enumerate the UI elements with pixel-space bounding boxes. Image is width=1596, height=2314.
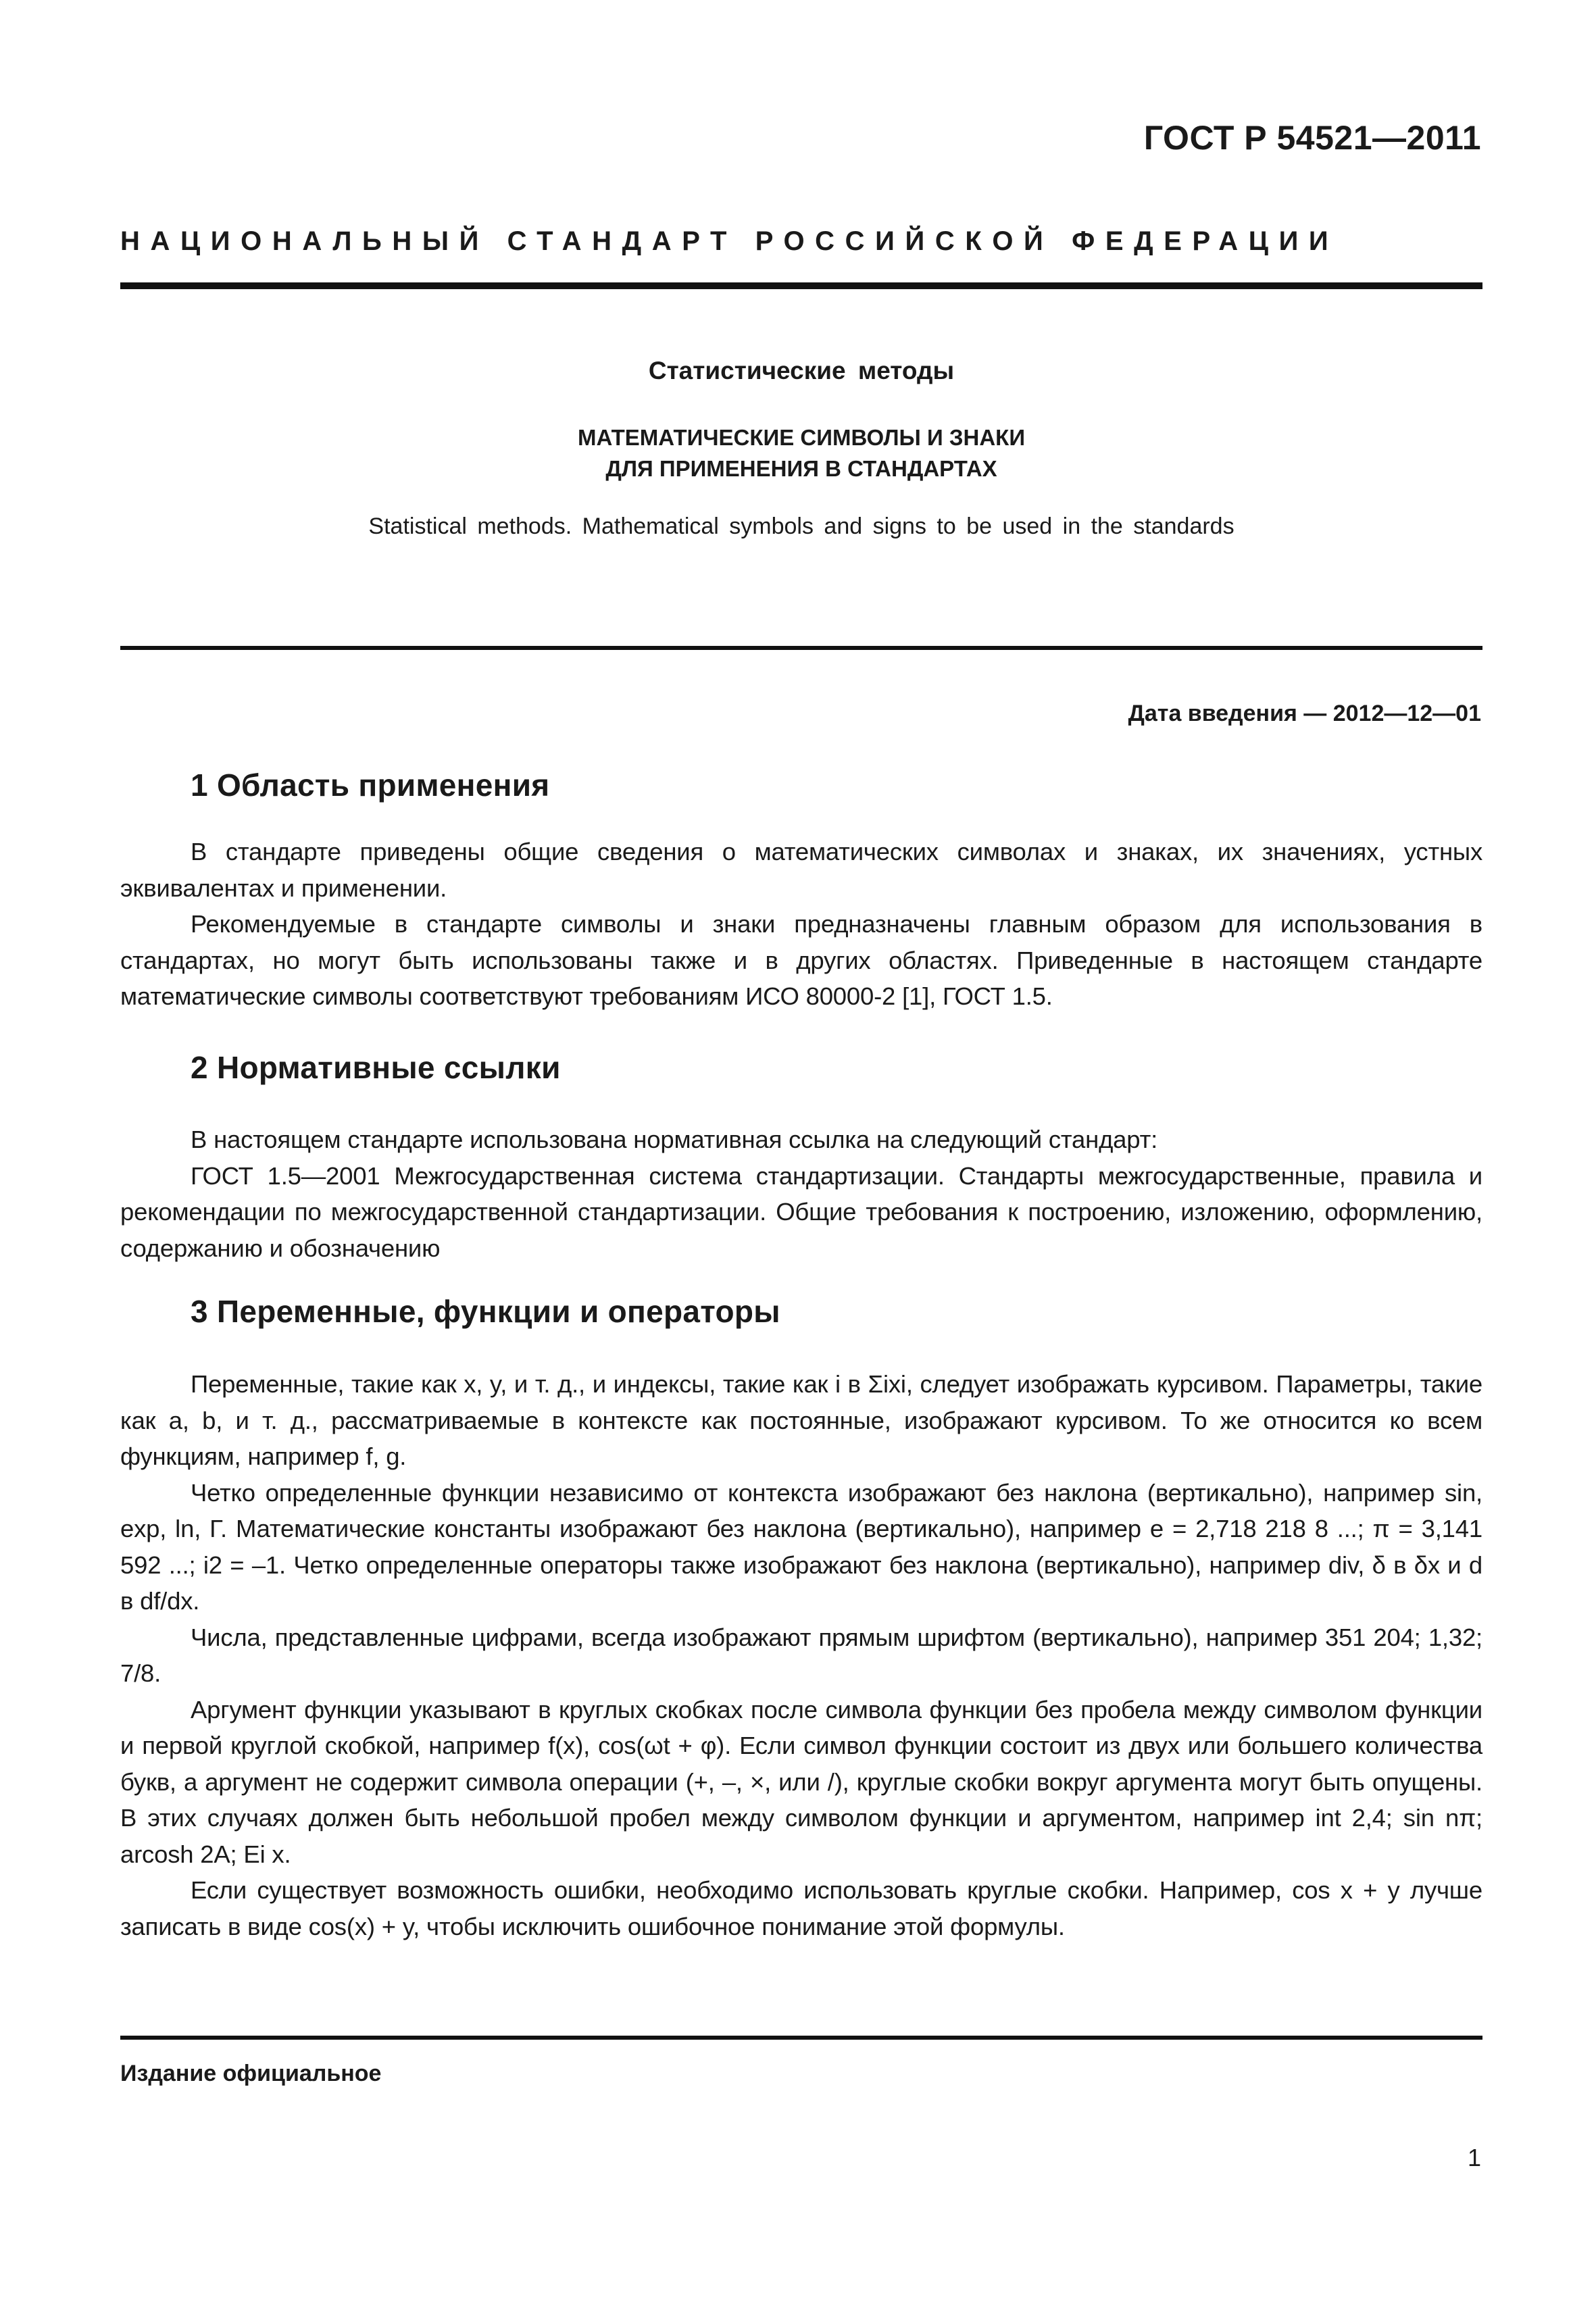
- main-title-line-2: ДЛЯ ПРИМЕНЕНИЯ В СТАНДАРТАХ: [605, 456, 997, 481]
- page-number: 1: [1467, 2144, 1481, 2171]
- paragraph: В настоящем стандарте использована нормативная ссылка на следующий стандарт:: [191, 1126, 1158, 1153]
- paragraph: Переменные, такие как x, y, и т. д., и индексы, такие как i в Σixi, следует изображать курсивом. Параметры, такие как a, b, и т. д., рассматриваемые в контексте как постоянные, изображают курсивом. То же относится ко всем функциям, например f, g.: [120, 1370, 1482, 1470]
- english-title: Statistical methods. Mathematical symbols and signs to be used in the standards: [368, 513, 1235, 539]
- section-heading-normative-references: 2 Нормативные ссылки: [191, 1050, 561, 1085]
- section-body-normative-references: [120, 1122, 1482, 1266]
- gost-number: ГОСТ Р 54521—2011: [1143, 119, 1481, 157]
- section-heading-variables: 3 Переменные, функции и операторы: [191, 1294, 780, 1329]
- national-standard-title: НАЦИОНАЛЬНЫЙ СТАНДАРТ РОССИЙСКОЙ ФЕДЕРАЦИИ: [120, 226, 1339, 256]
- paragraph: ГОСТ 1.5—2001 Межгосударственная система стандартизации. Стандарты межгосударственные, правила и рекомендации по межгосударственной стандартизации. Общие требования к построению, изложению, оформлению, содержанию и обозначению: [120, 1161, 1482, 1262]
- paragraph: Аргумент функции указывают в круглых скобках после символа функции без пробела между символом функции и первой круглой скобкой, например f(x), cos(ωt + φ). Если символ функции состоит из двух или большего количества букв, а аргумент не содержит символа операции (+, –, ×, или /), круглые скобки вокруг аргумента могут быть опущены. В этих случаях должен быть небольшой пробел между символом функции и аргументом, например int 2,4; sin nπ; arcosh 2A; Ei x.: [120, 1695, 1482, 1868]
- paragraph: В стандарте приведены общие сведения о математических символах и знаках, их значениях, устных эквивалентах и применении.: [120, 838, 1482, 902]
- title-divider: [120, 646, 1482, 650]
- main-title-line-1: МАТЕМАТИЧЕСКИЕ СИМВОЛЫ И ЗНАКИ: [577, 425, 1026, 450]
- paragraph: Числа, представленные цифрами, всегда изображают прямым шрифтом (вертикально), например 351 204; 1,32; 7/8.: [120, 1623, 1482, 1687]
- footer-divider: [120, 2036, 1482, 2040]
- header-divider: [120, 282, 1482, 289]
- category-title: Статистические методы: [648, 357, 955, 384]
- paragraph: Если существует возможность ошибки, необходимо использовать круглые скобки. Например, cos x + y лучше записать в виде cos(x) + y, чтобы исключить ошибочное понимание этой формулы.: [120, 1876, 1482, 1940]
- introduction-date: Дата введения — 2012—12—01: [1128, 701, 1481, 726]
- section-body-variables: [120, 1366, 1482, 1944]
- section-body-scope: [120, 834, 1482, 1015]
- section-heading-scope: 1 Область применения: [191, 768, 550, 803]
- main-title: [120, 422, 1482, 484]
- paragraph: Рекомендуемые в стандарте символы и знаки предназначены главным образом для использования в стандартах, но могут быть использованы также и в других областях. Приведенные в настоящем стандарте математические символы соответствуют требованиям ИСО 80000-2 [1], ГОСТ 1.5.: [120, 910, 1482, 1010]
- official-edition-label: Издание официальное: [120, 2061, 382, 2086]
- paragraph: Четко определенные функции независимо от контекста изображают без наклона (вертикально), например sin, exp, ln, Γ. Математические константы изображают без наклона (вертикально), например e = 2,718 218 8 ...; π = 3,141 592 ...; i2 = –1. Четко определенные операторы также изображают без наклона (вертикально), например div, δ в δx и d в df/dx.: [120, 1478, 1482, 1615]
